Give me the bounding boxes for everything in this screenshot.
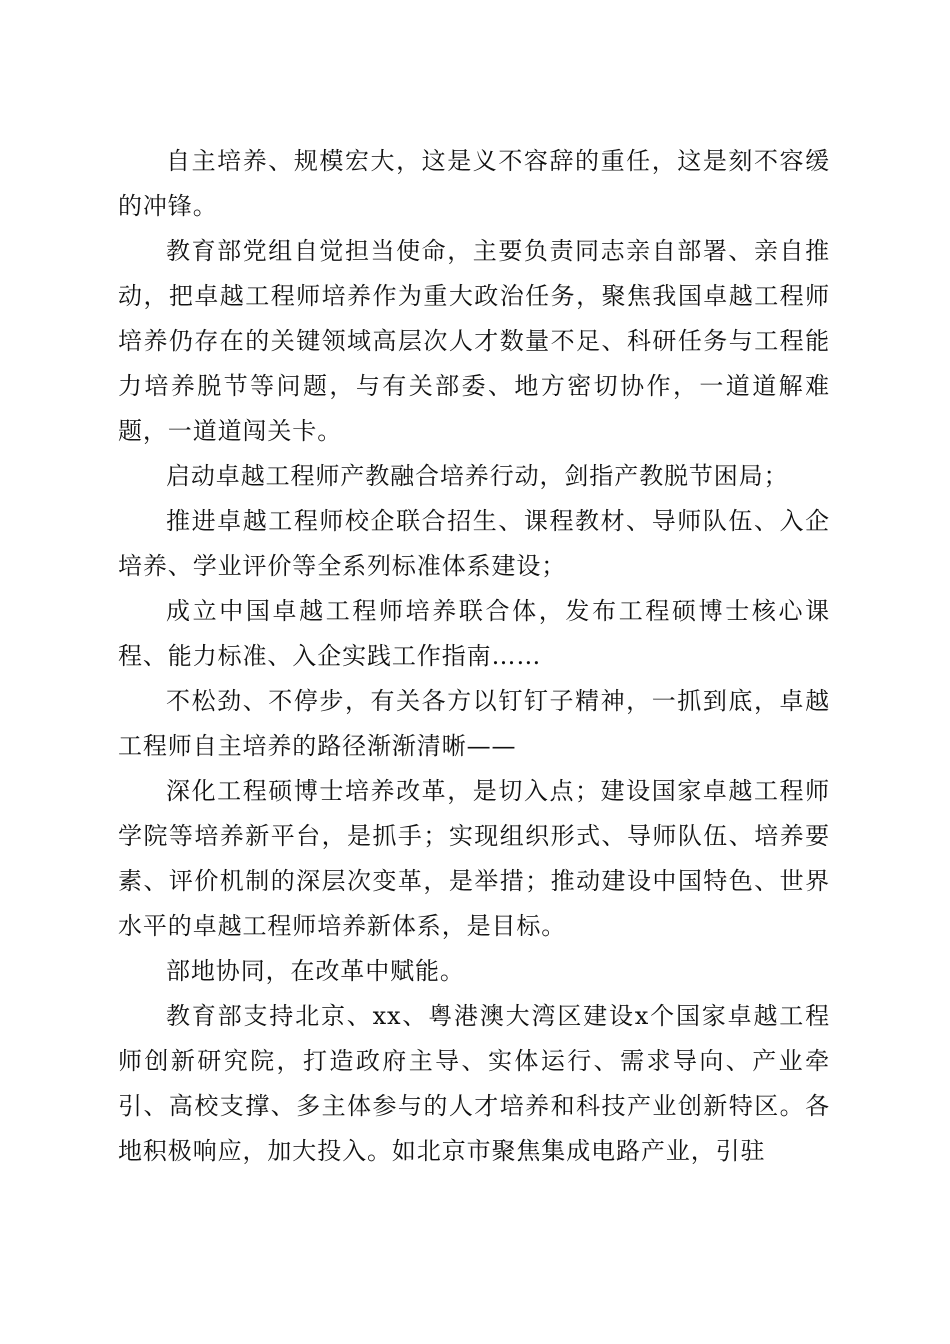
paragraph-1: 自主培养、规模宏大，这是义不容辞的重任，这是刻不容缓的冲锋。 bbox=[118, 147, 830, 220]
paragraph-9: 教育部支持北京、xx、粤港澳大湾区建设x个国家卓越工程师创新研究院，打造政府主导、实体运行、需求导向、产业牵引、高校支撑、多主体参与的人才培养和科技产业创新特区。各地积极响应，加大投入。如北京市聚焦集成电路产业，引驻 bbox=[118, 1002, 830, 1165]
paragraph-7: 深化工程硕博士培养改革，是切入点；建设国家卓越工程师学院等培养新平台，是抓手；实现组织形式、导师队伍、培养要素、评价机制的深层次变革，是举措；推动建设中国特色、世界水平的卓越工程师培养新体系，是目标。 bbox=[118, 777, 830, 940]
paragraph-8: 部地协同，在改革中赋能。 bbox=[166, 957, 465, 985]
paragraph-2: 教育部党组自觉担当使命，主要负责同志亲自部署、亲自推动，把卓越工程师培养作为重大政治任务，聚焦我国卓越工程师培养仍存在的关键领域高层次人才数量不足、科研任务与工程能力培养脱节等问题，与有关部委、地方密切协作，一道道解难题，一道道闯关卡。 bbox=[118, 237, 830, 445]
document-page bbox=[118, 139, 830, 1174]
paragraph-3: 启动卓越工程师产教融合培养行动，剑指产教脱节困局； bbox=[166, 462, 789, 490]
paragraph-4: 推进卓越工程师校企联合招生、课程教材、导师队伍、入企培养、学业评价等全系列标准体系建设； bbox=[118, 507, 830, 580]
paragraph-5: 成立中国卓越工程师培养联合体，发布工程硕博士核心课程、能力标准、入企实践工作指南…… bbox=[118, 597, 830, 670]
paragraph-6: 不松劲、不停步，有关各方以钉钉子精神，一抓到底，卓越工程师自主培养的路径渐渐清晰—— bbox=[118, 687, 830, 760]
